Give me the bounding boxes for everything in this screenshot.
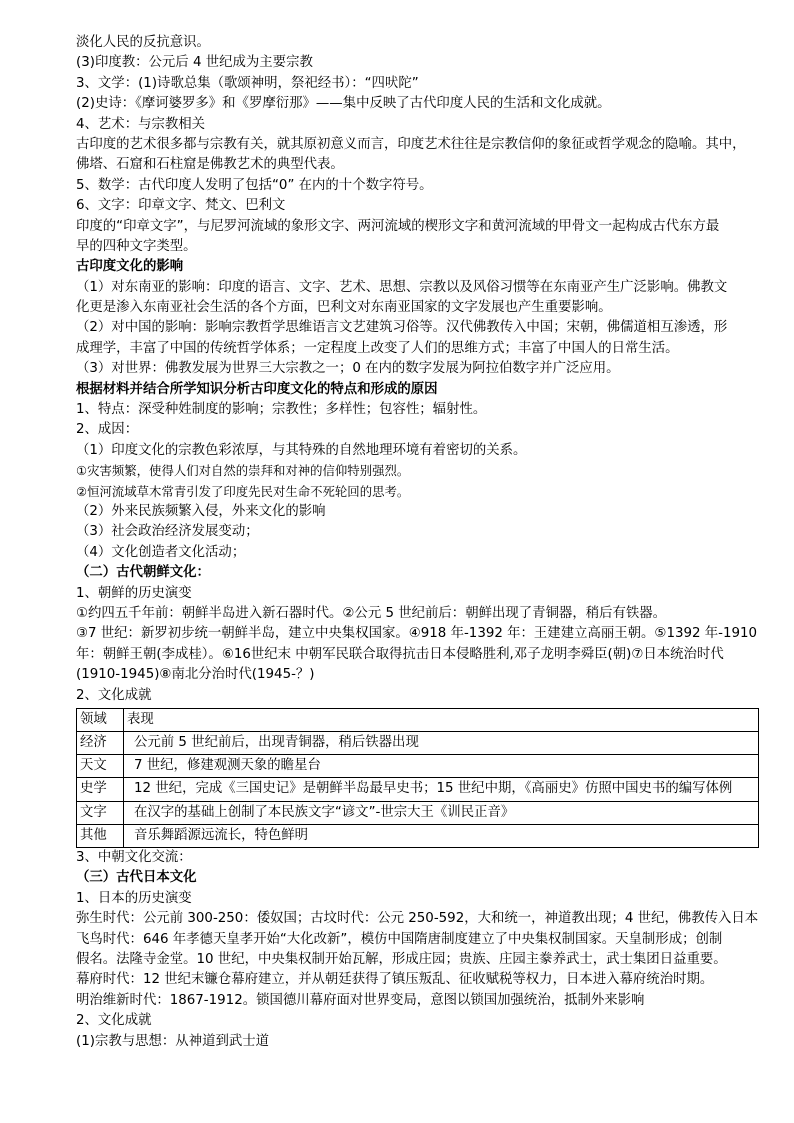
text-line: 假名。法隆寺金堂。10 世纪，中央集权制开始瓦解，形成庄园；贵族、庄园主豢养武士，武士集团日益重要。 <box>76 951 727 967</box>
table-header-cell: 领域 <box>77 708 124 731</box>
text-line: 年：朝鲜王朝(李成桂）。⑥16世纪末 中朝军民联合取得抗击日本侵略胜利,邓子龙明李舜臣(朝)⑦日本统治时代 <box>76 646 724 662</box>
text-line: ①灾害频繁，使得人们对自然的崇拜和对神的信仰特别强烈。 <box>76 463 410 479</box>
korea-history-section <box>76 584 760 706</box>
japan-section <box>76 889 760 1052</box>
causes-list <box>76 502 760 563</box>
korea-culture-table <box>76 708 759 848</box>
section-heading-analysis: 根据材料并结合所学知识分析古印度文化的特点和形成的原因 <box>76 381 438 397</box>
text-line: ③7 世纪：新罗初步统一朝鲜半岛，建立中央集权国家。④918 年-1392 年：王建建立高丽王朝。⑤1392 年-1910 <box>76 626 758 642</box>
table-header-cell: 表现 <box>124 708 759 731</box>
exchange-line: 3、中朝文化交流： <box>76 850 192 866</box>
text-line: (2)史诗：《摩诃婆罗多》和《罗摩衍那》——集中反映了古代印度人民的生活和文化成就。 <box>76 96 611 112</box>
table-cell-field: 其他 <box>77 824 124 847</box>
table-header-row <box>77 708 759 731</box>
text-line: （1）印度文化的宗教色彩浓厚，与其特殊的自然地理环境有着密切的关系。 <box>76 442 527 458</box>
analysis-section <box>76 400 760 461</box>
india-culture-section <box>76 33 760 257</box>
table-cell-detail: 在汉字的基础上创制了本民族文字“谚文”-世宗大王《训民正音》 <box>124 801 759 824</box>
text-line: （4）文化创造者文化活动； <box>76 544 246 560</box>
section-heading-korea: （二）古代朝鲜文化： <box>76 565 210 581</box>
cause-notes <box>76 461 760 502</box>
text-line: 印度的“印章文字”，与尼罗河流域的象形文字、两河流域的楔形文字和黄河流域的甲骨文一起构成古代东方最 <box>76 218 720 234</box>
text-line: （2）外来民族频繁入侵，外来文化的影响 <box>76 503 326 519</box>
text-line: 古印度的艺术很多都与宗教有关，就其原初意义而言，印度艺术往往是宗教信仰的象征或哲学观念的隐喻。其中， <box>76 136 746 152</box>
text-line: 2、成因： <box>76 422 139 438</box>
table-row <box>77 732 759 755</box>
text-line: (1)宗教与思想：从神道到武士道 <box>76 1033 270 1049</box>
text-line: （3）对世界：佛教发展为世界三大宗教之一；0 在内的数字发展为阿拉伯数字并广泛应用。 <box>76 361 620 377</box>
text-line: 2、文化成就 <box>76 687 152 703</box>
text-line: 4、艺术：与宗教相关 <box>76 116 206 132</box>
text-line: (3)印度教：公元后 4 世纪成为主要宗教 <box>76 55 313 71</box>
table-cell-field: 天文 <box>77 755 124 778</box>
table-cell-detail: 12 世纪，完成《三国史记》是朝鲜半岛最早史书；15 世纪中期，《高丽史》仿照中国史书的编写体例 <box>124 778 759 801</box>
section-heading-japan: （三）古代日本文化 <box>76 870 197 886</box>
text-line: 1、日本的历史演变 <box>76 890 192 906</box>
text-line: 1、特点：深受种姓制度的影响；宗教性；多样性；包容性；辐射性。 <box>76 402 487 418</box>
section-heading-influence: 古印度文化的影响 <box>76 259 184 275</box>
table-cell-detail: 7 世纪，修建观测天象的瞻星台 <box>124 755 759 778</box>
text-line: 化更是渗入东南亚社会生活的各个方面，巴利文对东南亚国家的文字发展也产生重要影响。 <box>76 300 612 316</box>
text-line: （2）对中国的影响：影响宗教哲学思维语言文艺建筑习俗等。汉代佛教传入中国；宋朝，佛儒道相互渗透，形 <box>76 320 728 336</box>
text-line: 飞鸟时代：646 年孝德天皇孝开始“大化改新”，模仿中国隋唐制度建立了中央集权制国家。天皇制形成；创制 <box>76 931 723 947</box>
table-cell-field: 文字 <box>77 801 124 824</box>
text-line: 早的四种文字类型。 <box>76 238 197 254</box>
text-line: 2、文化成就 <box>76 1013 152 1029</box>
text-line: 6、文字：印章文字、梵文、巴利文 <box>76 198 286 214</box>
table-row <box>77 824 759 847</box>
text-line: (1910-1945)⑧南北分治时代(1945-？) <box>76 667 315 683</box>
text-line: 明治维新时代：1867-1912。锁国德川幕府面对世界变局，意图以锁国加强统治，抵制外来影响 <box>76 992 645 1008</box>
table-cell-field: 经济 <box>77 732 124 755</box>
influence-section <box>76 278 760 380</box>
document-page <box>76 33 760 1052</box>
table-cell-detail: 音乐舞蹈源远流长，特色鲜明 <box>124 824 759 847</box>
text-line: 1、朝鲜的历史演变 <box>76 585 192 601</box>
text-line: 淡化人民的反抗意识。 <box>76 35 210 50</box>
text-line: ①约四五千年前：朝鲜半岛进入新石器时代。②公元 5 世纪前后：朝鲜出现了青铜器，稍后有铁器。 <box>76 605 667 621</box>
table-row <box>77 778 759 801</box>
table-cell-detail: 公元前 5 世纪前后，出现青铜器，稍后铁器出现 <box>124 732 759 755</box>
text-line: 佛塔、石窟和石柱窟是佛教艺术的典型代表。 <box>76 157 344 173</box>
table-cell-field: 史学 <box>77 778 124 801</box>
table-row <box>77 755 759 778</box>
table-row <box>77 801 759 824</box>
text-line: （1）对东南亚的影响：印度的语言、文字、艺术、思想、宗教以及风俗习惯等在东南亚产生广泛影响。佛教文 <box>76 279 728 295</box>
text-line: 3、文学：(1)诗歌总集（歌颂神明，祭祀经书）：“四吠陀” <box>76 75 419 91</box>
text-line: 成理学，丰富了中国的传统哲学体系；一定程度上改变了人们的思维方式；丰富了中国人的日常生活。 <box>76 340 679 356</box>
text-line: 5、数学：古代印度人发明了包括“0” 在内的十个数字符号。 <box>76 177 433 193</box>
text-line: 幕府时代：12 世纪末镰仓幕府建立，并从朝廷获得了镇压叛乱、征收赋税等权力，日本进入幕府统治时期。 <box>76 972 714 988</box>
text-line: 弥生时代：公元前 300-250：倭奴国；古坟时代：公元 250-592，大和统一，神道教出现；4 世纪，佛教传入日本 <box>76 911 759 927</box>
text-line: ②恒河流域草木常青引发了印度先民对生命不死轮回的思考。 <box>76 483 410 499</box>
text-line: （3）社会政治经济发展变动； <box>76 524 259 540</box>
